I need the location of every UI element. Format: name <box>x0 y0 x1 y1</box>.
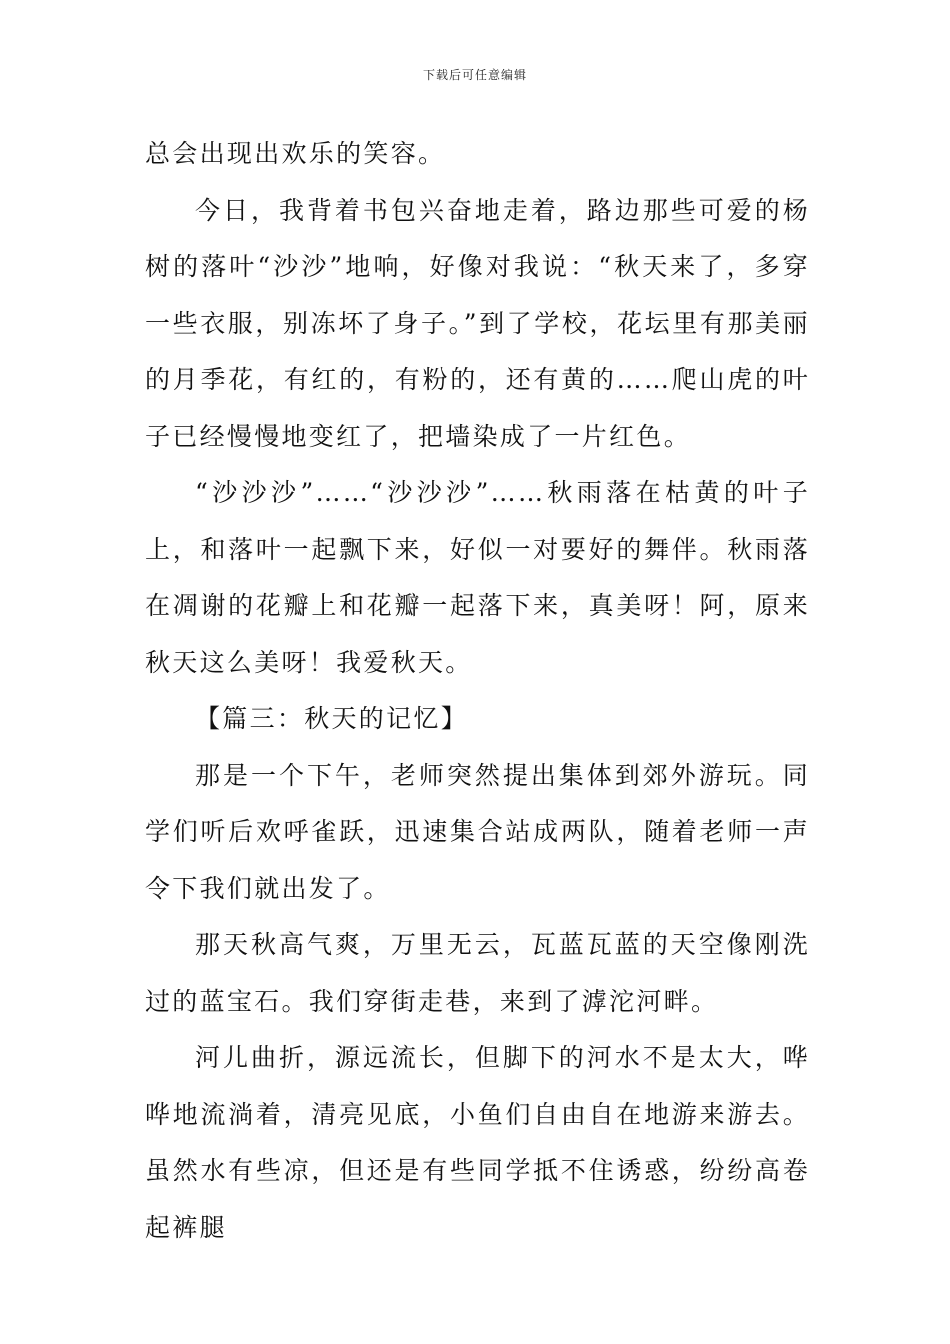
section-heading: 【篇三：秋天的记忆】 <box>195 704 469 733</box>
paragraph-outing-start: 那是一个下午，老师突然提出集体到郊外游玩。同学们听后欢呼雀跃，迅速集合站成两队，随着老师一声令下我们就出发了。 <box>145 760 810 903</box>
document-body <box>145 126 810 1256</box>
paragraph-river: 河儿曲折，源远流长，但脚下的河水不是太大，哗哗地流淌着，清亮见底，小鱼们自由自在地游来游去。虽然水有些凉，但还是有些同学抵不住诱惑，纷纷高卷起裤腿 <box>145 1043 810 1242</box>
paragraph-autumn-rain: “沙沙沙”……“沙沙沙”……秋雨落在枯黄的叶子上，和落叶一起飘下来，好似一对要好的舞伴。秋雨落在凋谢的花瓣上和花瓣一起落下来，真美呀！阿，原来秋天这么美呀！我爱秋天。 <box>145 478 810 677</box>
paragraph-school-autumn: 今日，我背着书包兴奋地走着，路边那些可爱的杨树的落叶“沙沙”地响，好像对我说：“秋天来了，多穿一些衣服，别冻坏了身子。”到了学校，花坛里有那美丽的月季花，有红的，有粉的，还有黄的……爬山虎的叶子已经慢慢地变红了，把墙染成了一片红色。 <box>145 195 810 451</box>
page-header-note: 下载后可任意编辑 <box>422 68 527 82</box>
paragraph-continuation: 总会出现出欢乐的笑容。 <box>145 139 446 168</box>
paragraph-weather: 那天秋高气爽，万里无云，瓦蓝瓦蓝的天空像刚洗过的蓝宝石。我们穿街走巷，来到了滹沱河畔。 <box>145 930 810 1016</box>
